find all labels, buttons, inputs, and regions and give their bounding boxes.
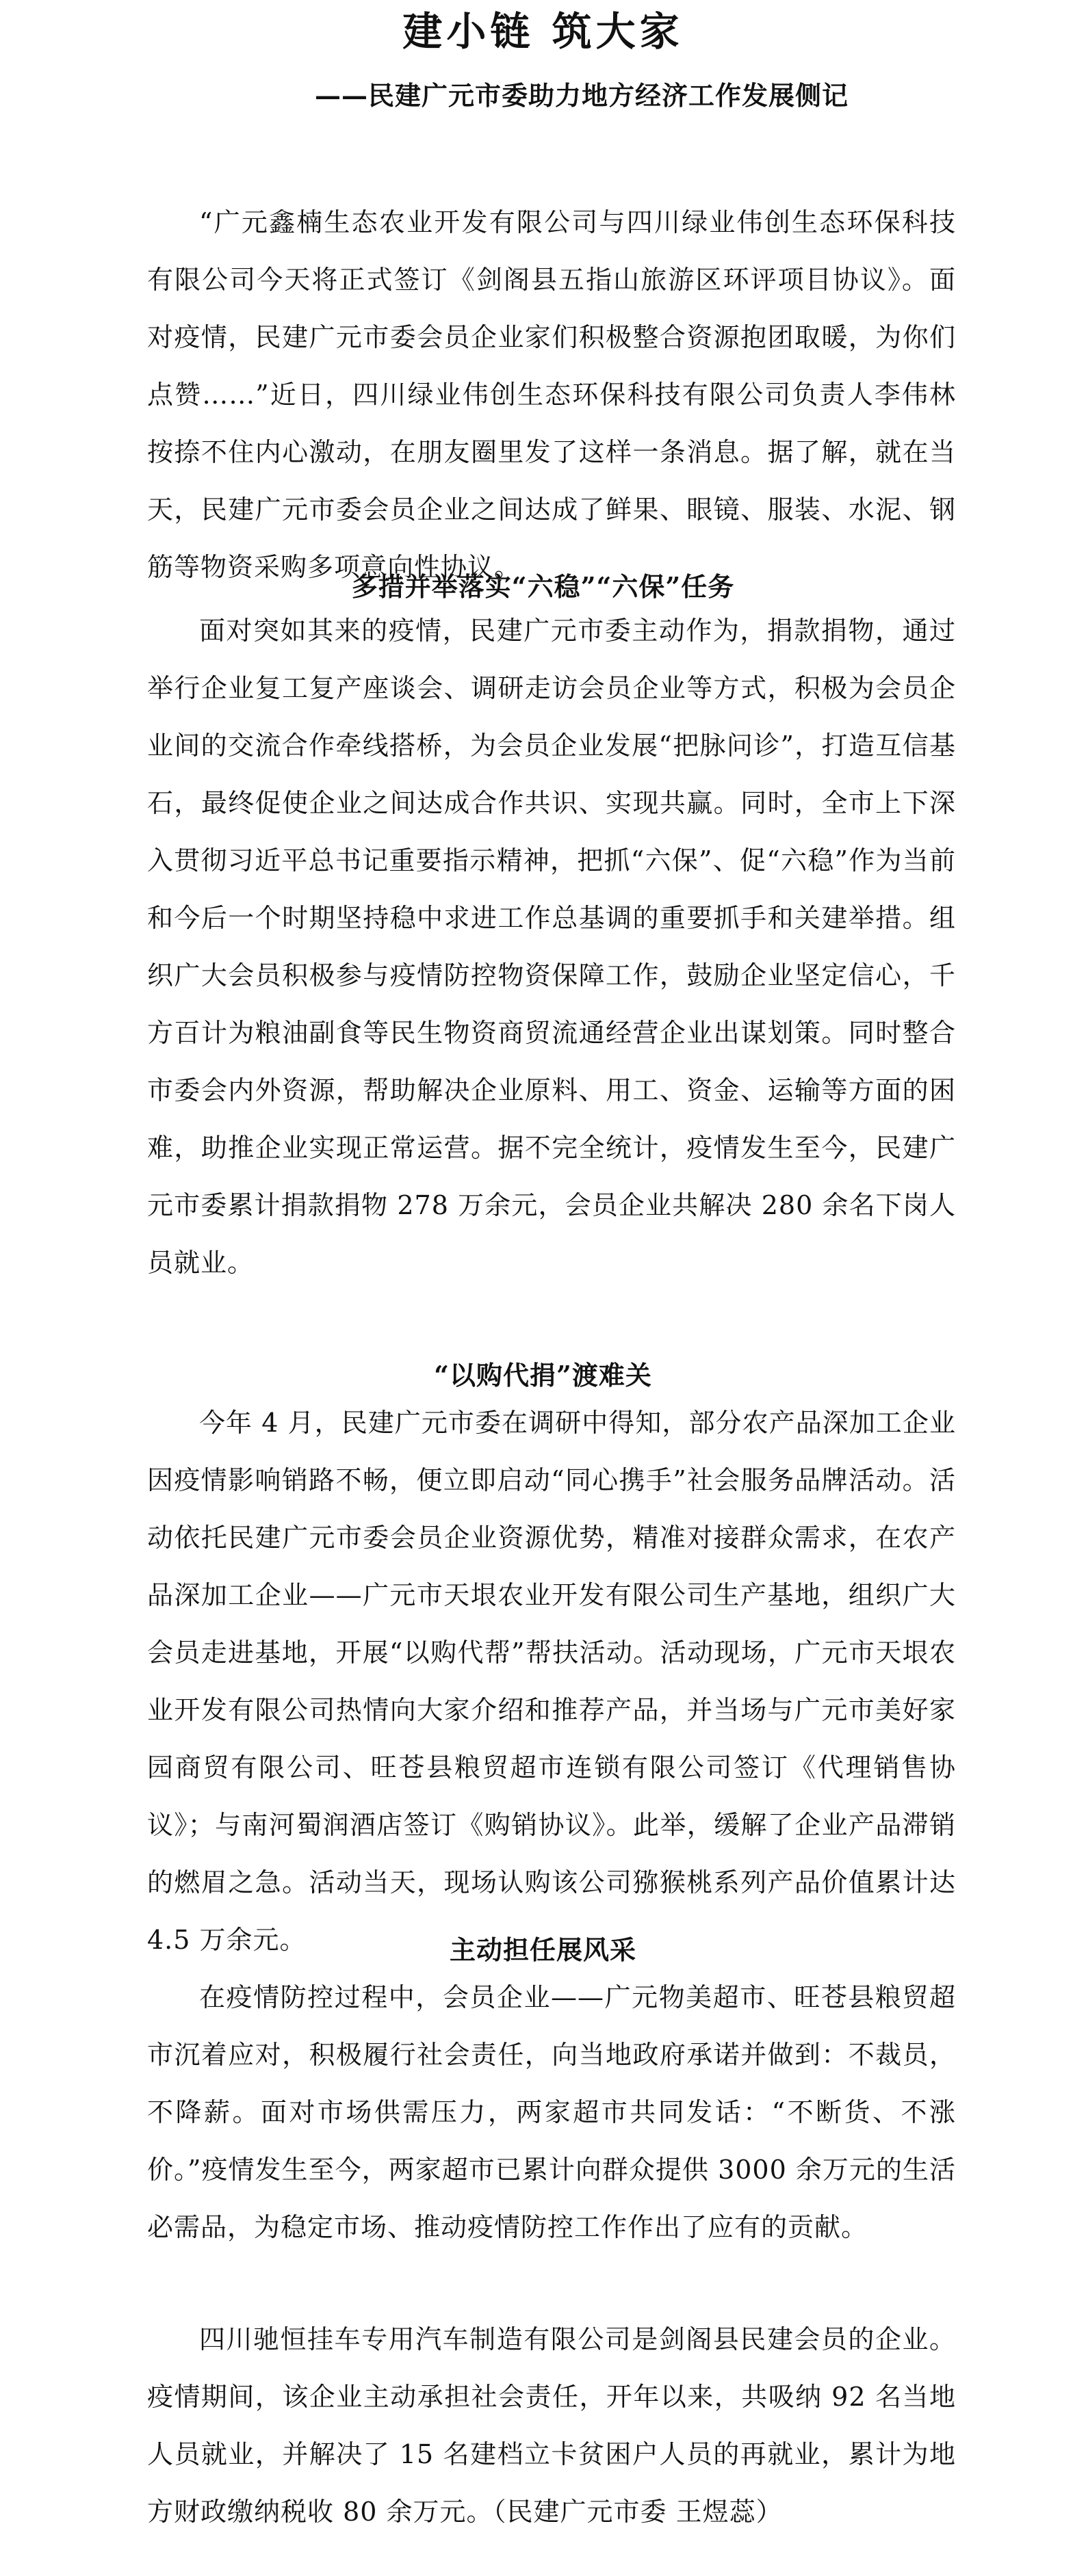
section-paragraph: 在疫情防控过程中，会员企业——广元物美超市、旺苍县粮贸超市沉着应对，积极履行社会责任，向当地政府承诺并做到：不裁员，不降薪。面对市场供需压力，两家超市共同发话：“不断货、不涨价。”疫情发生至今，两家超市已累计向群众提供 3000 余万元的生活必需品，为稳定市场、推动疫情防控工作作出了应有的贡献。 — [147, 1982, 956, 2242]
section-paragraph: 面对突如其来的疫情，民建广元市委主动作为，捐款捐物，通过举行企业复工复产座谈会、调研走访会员企业等方式，积极为会员企业间的交流合作牵线搭桥，为会员企业发展“把脉问诊”，打造互信基石，最终促使企业之间达成合作共识、实现共赢。同时，全市上下深入贯彻习近平总书记重要指示精神，把抓“六保”、促“六稳”作为当前和今后一个时期坚持稳中求进工作总基调的重要抓手和关建举措。组织广大会员积极参与疫情防控物资保障工作，鼓励企业坚定信心，千方百计为粮油副食等民生物资商贸流通经营企业出谋划策。同时整合市委会内外资源，帮助解决企业原料、用工、资金、运输等方面的困难，助推企业实现正常运营。据不完全统计，疫情发生至今，民建广元市委累计捐款捐物 278 万余元，会员企业共解决 280 余名下岗人员就业。 — [147, 616, 956, 1278]
article-subtitle: ——民建广元市委助力地方经济工作发展侧记 — [314, 80, 849, 111]
section-heading-yigou-daijuan: “以购代捐”渡难关 — [434, 1360, 652, 1391]
section-heading-zhudong-danren: 主动担任展风采 — [449, 1934, 636, 1965]
section-paragraph: 四川驰恒挂车专用汽车制造有限公司是剑阁县民建会员的企业。疫情期间，该企业主动承担社会责任，开年以来，共吸纳 92 名当地人员就业，并解决了 15 名建档立卡贫困户人员的再就业，累计为地方财政缴纳税收 80 余万元。（民建广元市委 王煜蕊） — [147, 2324, 956, 2527]
section-heading-liuwen-liubao: 多措并举落实“六稳”“六保”任务 — [351, 571, 735, 602]
intro-paragraph: “广元鑫楠生态农业开发有限公司与四川绿业伟创生态环保科技有限公司今天将正式签订《剑阁县五指山旅游区环评项目协议》。面对疫情，民建广元市委会员企业家们积极整合资源抱团取暖，为你们点赞……”近日，四川绿业伟创生态环保科技有限公司负责人李伟林按捺不住内心激动，在朋友圈里发了这样一条消息。据了解，就在当天，民建广元市委会员企业之间达成了鲜果、眼镜、服装、水泥、钢筋等物资采购多项意向性协议。 — [147, 207, 956, 582]
section-paragraph: 今年 4 月，民建广元市委在调研中得知，部分农产品深加工企业因疫情影响销路不畅，便立即启动“同心携手”社会服务品牌活动。活动依托民建广元市委会员企业资源优势，精准对接群众需求，在农产品深加工企业——广元市天垠农业开发有限公司生产基地，组织广大会员走进基地，开展“以购代帮”帮扶活动。活动现场，广元市天垠农业开发有限公司热情向大家介绍和推荐产品，并当场与广元市美好家园商贸有限公司、旺苍县粮贸超市连锁有限公司签订《代理销售协议》；与南河蜀润酒店签订《购销协议》。此举，缓解了企业产品滞销的燃眉之急。活动当天，现场认购该公司猕猴桃系列产品价值累计达 4.5 万余元。 — [147, 1408, 956, 1955]
article-title: 建小链 筑大家 — [402, 8, 684, 55]
